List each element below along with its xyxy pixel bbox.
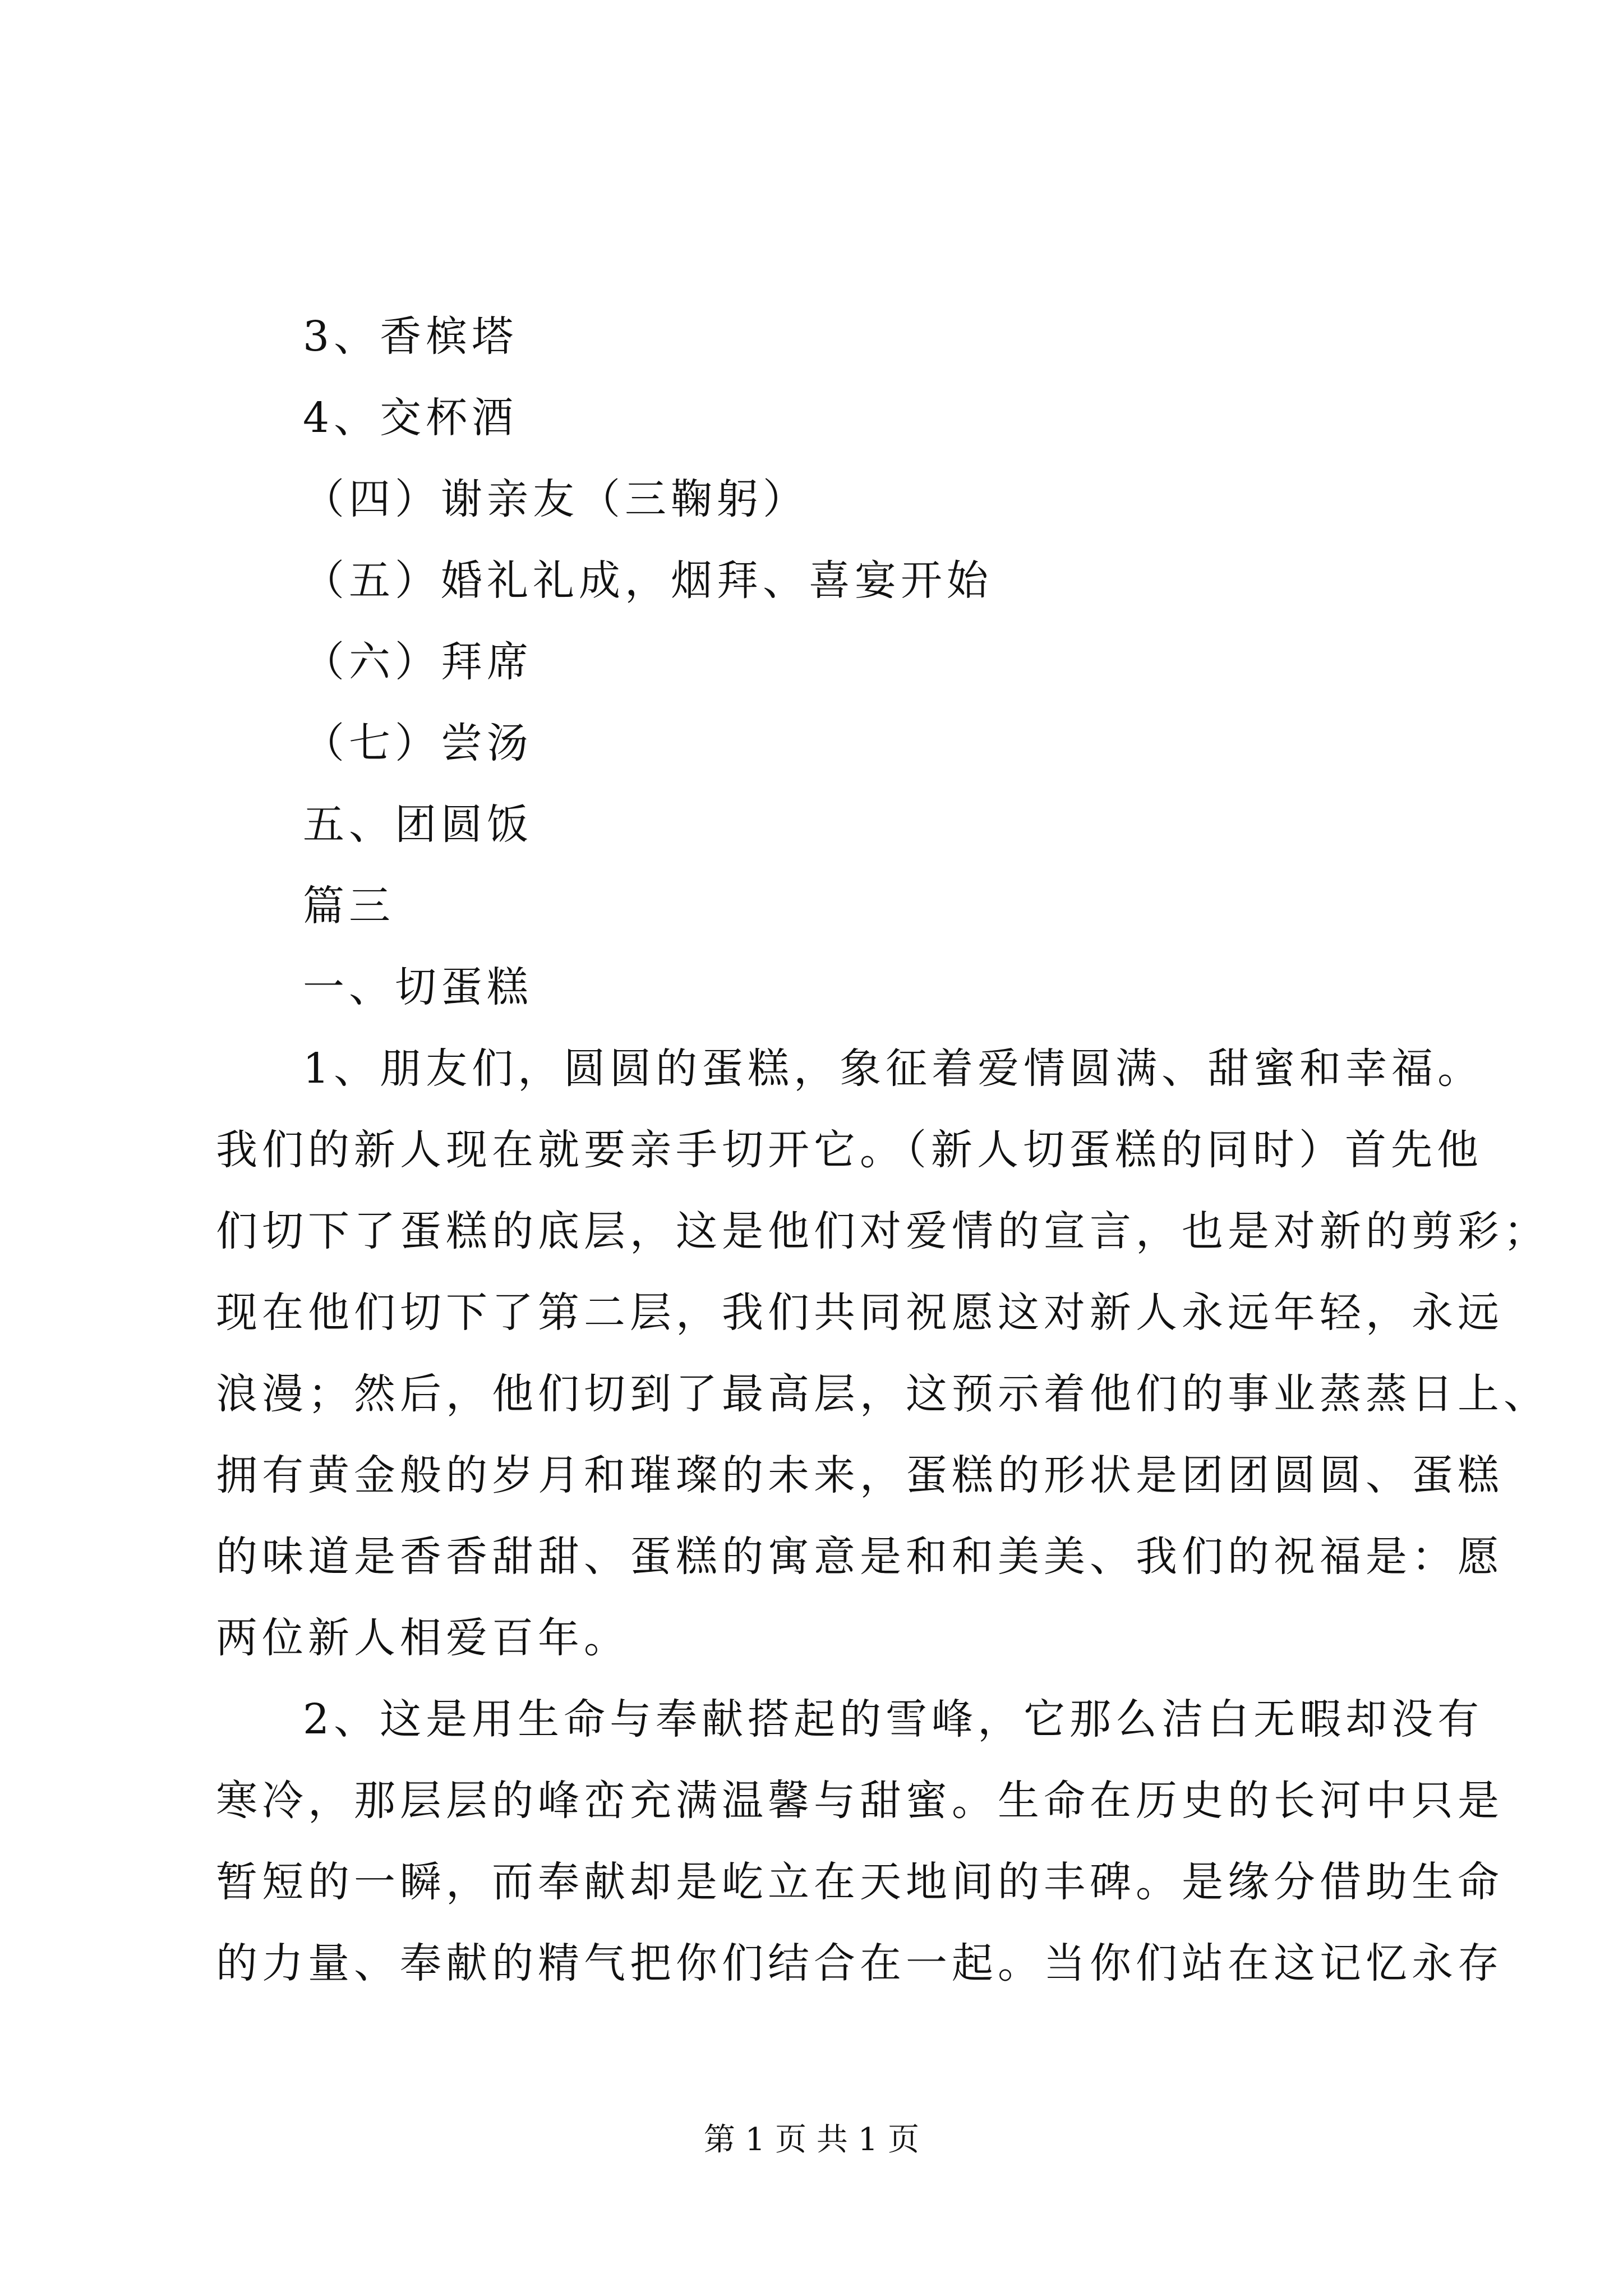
paragraph-line: 现在他们切下了第二层，我们共同祝愿这对新人永远年轻，永远 — [216, 1289, 1504, 1337]
list-item-cross-cup-wine: 4、交杯酒 — [303, 394, 518, 442]
paragraph-line: 拥有黄金般的岁月和璀璨的未来，蛋糕的形状是团团圆圆、蛋糕 — [216, 1451, 1504, 1499]
paragraph-line: 寒冷，那层层的峰峦充满温馨与甜蜜。生命在历史的长河中只是 — [216, 1777, 1504, 1825]
page-footer: 第 1 页 共 1 页 — [703, 2122, 920, 2158]
paragraph-line: 1、朋友们，圆圆的蛋糕，象征着爱情圆满、甜蜜和幸福。 — [303, 1045, 1484, 1093]
section-heading-taste-soup: （七）尝汤 — [303, 719, 533, 767]
paragraph-line: 的味道是香香甜甜、蛋糕的寓意是和和美美、我们的祝福是：愿 — [216, 1533, 1504, 1581]
paragraph-line: 的力量、奉献的精气把你们结合在一起。当你们站在这记忆永存 — [216, 1939, 1504, 1987]
section-heading-reunion-dinner: 五、团圆饭 — [303, 800, 533, 849]
paragraph-line: 我们的新人现在就要亲手切开它。（新人切蛋糕的同时）首先他 — [216, 1126, 1483, 1174]
paragraph-line: 浪漫；然后，他们切到了最高层，这预示着他们的事业蒸蒸日上、 — [216, 1370, 1550, 1418]
paragraph-line: 2、这是用生命与奉献搭起的雪峰，它那么洁白无暇却没有 — [303, 1695, 1484, 1743]
paragraph-line: 们切下了蛋糕的底层，这是他们对爱情的宣言，也是对新的剪彩； — [216, 1207, 1550, 1255]
list-item-champagne-tower: 3、香槟塔 — [303, 312, 518, 361]
paragraph-line: 两位新人相爱百年。 — [216, 1614, 630, 1662]
part-heading: 篇三 — [303, 882, 395, 930]
section-heading-cut-cake: 一、切蛋糕 — [303, 963, 533, 1011]
section-heading-thank-relatives: （四）谢亲友（三鞠躬） — [303, 475, 809, 523]
section-heading-toast-tables: （六）拜席 — [303, 638, 533, 686]
section-heading-ceremony-complete: （五）婚礼礼成，烟拜、喜宴开始 — [303, 556, 993, 605]
paragraph-line: 暂短的一瞬，而奉献却是屹立在天地间的丰碑。是缘分借助生命 — [216, 1858, 1504, 1906]
